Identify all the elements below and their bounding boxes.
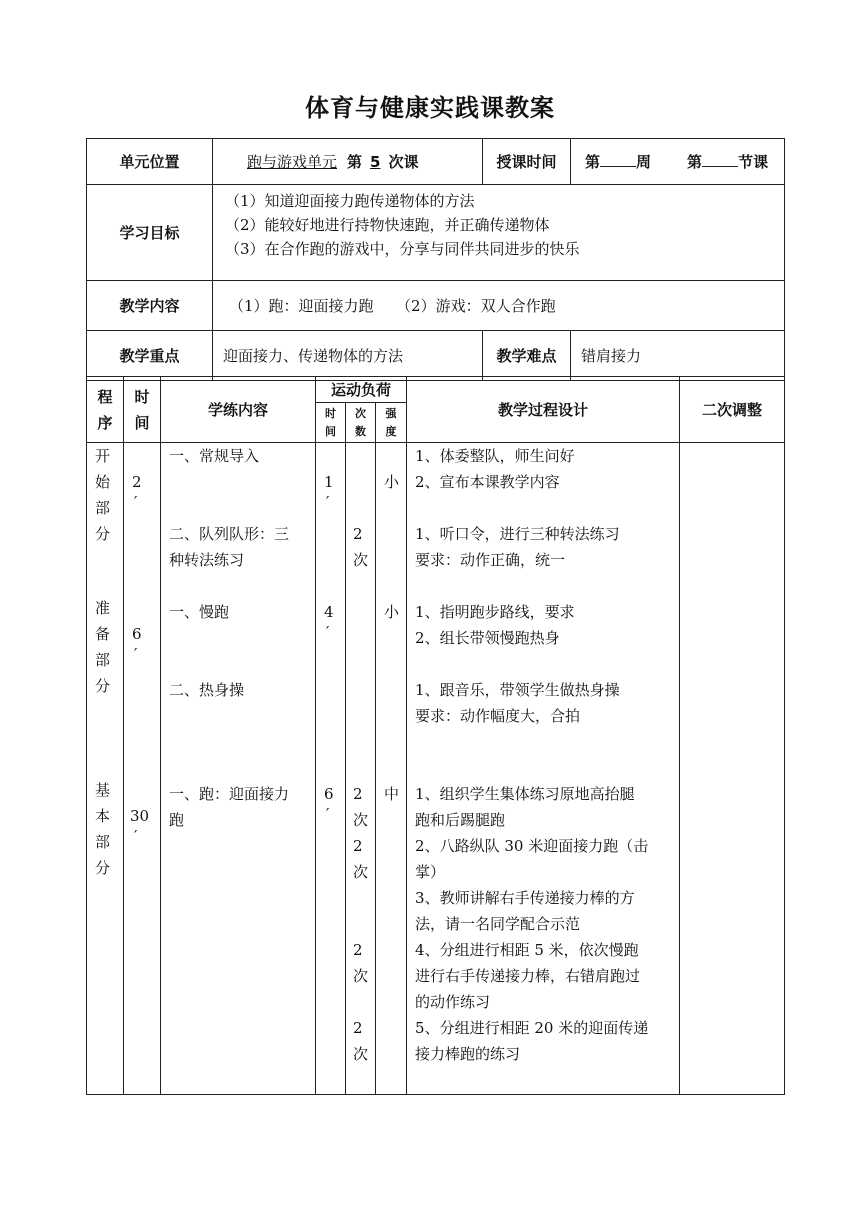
process-step: 要求：动作幅度大，合拍 [415, 707, 581, 725]
lesson-prefix: 第 [687, 153, 703, 171]
col-adjust: 二次调整 [680, 377, 785, 443]
key-label: 教学重点 [87, 331, 213, 381]
process-step: 1、听口令，进行三种转法练习 [415, 525, 620, 543]
seq-basic: 基本部分 [95, 781, 111, 877]
col-load-time: 时间 [316, 403, 346, 443]
process-step: 进行右手传递接力棒，右错肩跑过 [415, 967, 641, 985]
goals-label: 学习目标 [87, 185, 213, 281]
practice-item: 一、慢跑 [169, 603, 230, 621]
load-intensity: 中 [384, 785, 400, 803]
process-step: 接力棒跑的练习 [415, 1045, 521, 1063]
load-time-unit: ′ [326, 805, 330, 823]
load-time-unit: ′ [326, 623, 330, 641]
load-count-unit: 次 [353, 811, 369, 829]
unit-di: 第 [347, 153, 363, 171]
process-step: 1、体委整队，师生问好 [415, 447, 575, 465]
practice-item: 跑 [169, 811, 185, 829]
content-label: 教学内容 [87, 281, 213, 331]
practice-item: 一、跑：迎面接力 [169, 785, 290, 803]
week-suffix: 周 [636, 153, 652, 171]
load-intensity-cell [376, 443, 407, 1095]
practice-cell [161, 443, 316, 1095]
load-count: 2 [353, 785, 363, 803]
key-value: 迎面接力、传递物体的方法 [213, 331, 483, 381]
goal-item: （1）知道迎面接力跑传递物体的方法 [225, 192, 475, 210]
practice-item: 二、队列队形：三 [169, 525, 290, 543]
process-step: 要求：动作正确，统一 [415, 551, 566, 569]
time-prep-unit: ′ [134, 645, 138, 663]
load-count-unit: 次 [353, 551, 369, 569]
load-time: 6 [324, 785, 334, 803]
unit-num: 5 [370, 153, 381, 171]
process-step: 1、指明跑步路线，要求 [415, 603, 575, 621]
process-step: 的动作练习 [415, 993, 491, 1011]
col-load-count: 次数 [346, 403, 376, 443]
time-prep: 6 [132, 625, 142, 643]
process-step: 掌） [415, 863, 446, 881]
goals-list [213, 185, 785, 281]
page-title: 体育与健康实践课教案 [305, 94, 555, 122]
unit-name: 跑与游戏单元 [247, 153, 338, 171]
goal-item: （3）在合作跑的游戏中，分享与同伴共同进步的快乐 [225, 240, 580, 258]
load-intensity: 小 [384, 473, 400, 491]
seq-start: 开始部分 [95, 447, 111, 543]
load-count-unit: 次 [353, 1045, 369, 1063]
unit-value [213, 139, 483, 185]
process-step: 1、跟音乐，带领学生做热身操 [415, 681, 620, 699]
process-step: 跑和后踢腿跑 [415, 811, 506, 829]
process-step: 法，请一名同学配合示范 [415, 915, 581, 933]
load-time-unit: ′ [326, 493, 330, 511]
load-time-cell [316, 443, 346, 1095]
load-time: 4 [324, 603, 334, 621]
process-step: 5、分组进行相距 20 米的迎面传递 [415, 1019, 649, 1037]
practice-item: 种转法练习 [169, 551, 245, 569]
col-load-intensity: 强度 [376, 403, 407, 443]
time-label: 授课时间 [483, 139, 571, 185]
col-practice: 学练内容 [161, 377, 316, 443]
week-prefix: 第 [585, 153, 601, 171]
process-table [86, 376, 785, 1095]
header-table [86, 138, 785, 381]
time-basic: 30 [130, 807, 150, 825]
load-count: 2 [353, 1019, 363, 1037]
difficulty-label: 教学难点 [483, 331, 571, 381]
load-count-unit: 次 [353, 967, 369, 985]
process-cell [407, 443, 680, 1095]
process-step: 2、组长带领慢跑热身 [415, 629, 560, 647]
col-time: 时间 [124, 377, 161, 443]
seq-prep: 准备部分 [95, 599, 111, 695]
adjust-cell [680, 443, 785, 1095]
time-cell [124, 443, 161, 1095]
process-step: 1、组织学生集体练习原地高抬腿 [415, 785, 635, 803]
load-count: 2 [353, 941, 363, 959]
process-step: 2、八路纵队 30 米迎面接力跑（击 [415, 837, 649, 855]
load-count-unit: 次 [353, 863, 369, 881]
time-basic-unit: ′ [134, 827, 138, 845]
load-intensity: 小 [384, 603, 400, 621]
process-step: 2、宣布本课教学内容 [415, 473, 560, 491]
time-value [571, 139, 785, 185]
col-seq: 程序 [87, 377, 124, 443]
content-value: （1）跑：迎面接力跑 （2）游戏：双人合作跑 [213, 281, 785, 331]
col-load: 运动负荷 [316, 377, 407, 403]
lesson-suffix: 节课 [738, 153, 769, 171]
process-step: 3、教师讲解右手传递接力棒的方 [415, 889, 635, 907]
load-count: 2 [353, 837, 363, 855]
practice-item: 一、常规导入 [169, 447, 260, 465]
difficulty-value: 错肩接力 [571, 331, 785, 381]
time-start-unit: ′ [134, 493, 138, 511]
unit-ci: 次课 [388, 153, 419, 171]
col-process: 教学过程设计 [407, 377, 680, 443]
unit-label: 单元位置 [87, 139, 213, 185]
process-step: 4、分组进行相距 5 米，依次慢跑 [415, 941, 639, 959]
seq-cell [87, 443, 124, 1095]
load-count-cell [346, 443, 376, 1095]
practice-item: 二、热身操 [169, 681, 245, 699]
load-time: 1 [324, 473, 334, 491]
time-start: 2 [132, 473, 142, 491]
load-count: 2 [353, 525, 363, 543]
goal-item: （2）能较好地进行持物快速跑，并正确传递物体 [225, 216, 550, 234]
